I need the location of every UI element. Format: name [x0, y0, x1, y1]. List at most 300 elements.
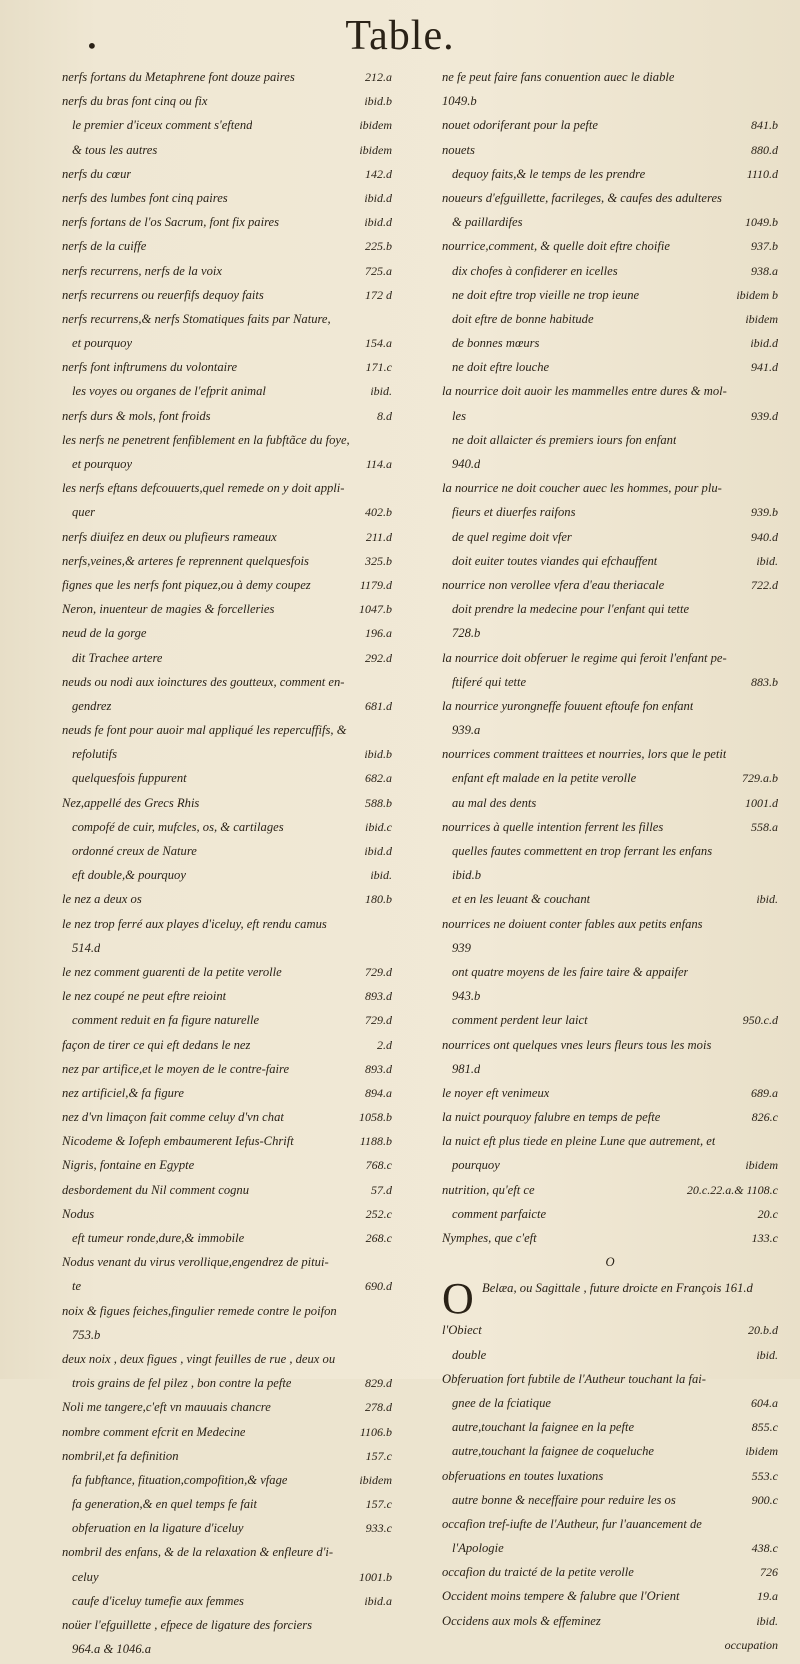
- entry-text: te: [72, 1279, 82, 1294]
- entry-text: eft double,& pourquoy: [72, 868, 186, 883]
- entry-text: le noyer eft venimeux: [442, 1085, 550, 1100]
- index-entry: [442, 165, 778, 189]
- index-entry: [442, 842, 778, 866]
- page-reference: 950.c.d: [742, 1013, 778, 1028]
- entry-text: occafion tref-iufte de l'Autheur, fur l'auancement de: [442, 1516, 702, 1531]
- page-reference: ibid.: [756, 553, 778, 568]
- page-reference: 1110.d: [746, 166, 778, 181]
- index-entry: [442, 189, 778, 213]
- entry-text: nez d'vn limaçon fait comme celuy d'vn chat: [62, 1110, 284, 1125]
- page-reference: 939.d: [751, 408, 778, 423]
- index-entry: [62, 890, 392, 914]
- index-entry: [442, 1253, 778, 1277]
- index-entry: [62, 576, 392, 600]
- entry-text: le nez trop ferré aux playes d'iceluy, eft rendu camus: [62, 916, 327, 931]
- page-reference: ibid.d: [364, 190, 392, 205]
- index-entry: [62, 407, 392, 431]
- index-entry: [442, 1370, 778, 1394]
- entry-text: ont quatre moyens de les faire taire & appaifer: [452, 964, 689, 979]
- page-reference: 8.d: [377, 408, 392, 423]
- index-entry: [442, 1060, 778, 1084]
- index-entry: [442, 116, 778, 140]
- entry-text: doit prendre la medecine pour l'enfant qui tette: [452, 602, 690, 617]
- entry-text: l'Apologie: [452, 1541, 504, 1556]
- index-entry: [442, 1132, 778, 1156]
- index-entry: [442, 503, 778, 527]
- index-entry: [442, 92, 778, 116]
- page-reference: 171.c: [365, 360, 392, 375]
- page-reference: 1106.b: [359, 1424, 392, 1439]
- index-entry: [62, 141, 392, 165]
- index-entry: [442, 1394, 778, 1418]
- page-reference: 154.a: [365, 336, 392, 351]
- index-entry: [62, 1423, 392, 1447]
- entry-text: nourrices comment traittees et nourries, lors que le petit: [442, 747, 727, 762]
- entry-text: nez artificiel,& fa figure: [62, 1085, 184, 1100]
- page-reference: ibid.d: [364, 215, 392, 230]
- entry-text: le nez comment guarenti de la petite verolle: [62, 964, 282, 979]
- index-entry: [442, 407, 778, 431]
- entry-text: dequoy faits,& le temps de les prendre: [452, 166, 646, 181]
- index-column-right: [442, 68, 778, 1654]
- entry-text: 940.d: [452, 457, 481, 471]
- index-entry: [442, 1108, 778, 1132]
- entry-text: deux noix , deux figues , vingt feuilles de rue , deux ou: [62, 1351, 336, 1366]
- page-reference: 588.b: [365, 795, 392, 810]
- entry-text: fieurs et diuerfes raifons: [452, 505, 576, 520]
- index-entry: [62, 1350, 392, 1374]
- page-reference: 2.d: [377, 1037, 392, 1052]
- index-entry: [442, 721, 778, 745]
- index-entry: [62, 455, 392, 479]
- entry-text: autre,touchant la faignee de coqueluche: [452, 1444, 655, 1459]
- index-entry: [62, 600, 392, 624]
- page-reference: 689.a: [751, 1085, 778, 1100]
- page-reference: 883.b: [751, 674, 778, 689]
- page-reference: 402.b: [365, 505, 392, 520]
- entry-text: nerfs recurrens, nerfs de la voix: [62, 263, 222, 278]
- entry-text: double: [452, 1347, 487, 1362]
- page-reference: ibid.d: [364, 844, 392, 858]
- page-reference: ibidem: [359, 1472, 392, 1487]
- page-reference: 558.a: [751, 819, 778, 834]
- index-entry: [62, 1495, 392, 1519]
- entry-text: Neron, inuenteur de magies & forcelleries: [62, 602, 275, 617]
- entry-text: noix & figues feiches,fingulier remede contre le poifon: [62, 1303, 337, 1318]
- entry-text: fa generation,& en quel temps fe fait: [72, 1497, 258, 1512]
- page-reference: 20.c.22.a.& 1108.c: [686, 1182, 778, 1197]
- index-entry: [62, 697, 392, 721]
- index-entry: [442, 1084, 778, 1108]
- entry-text: Nodus: [62, 1206, 95, 1221]
- index-entry: [442, 1491, 778, 1515]
- entry-text: nerfs font inftrumens du volontaire: [62, 360, 238, 375]
- index-entry: [62, 189, 392, 213]
- entry-text: Nigris, fontaine en Egypte: [62, 1158, 195, 1173]
- entry-text: trois grains de fel pilez , bon contre la pefte: [72, 1376, 292, 1391]
- index-entry: [62, 842, 392, 866]
- entry-text: nutrition, qu'eft ce: [442, 1182, 535, 1197]
- index-entry: [442, 213, 778, 237]
- index-entry: [62, 1108, 392, 1132]
- entry-text: nouet odoriferant pour la pefte: [442, 118, 599, 133]
- page-reference: 196.a: [365, 626, 392, 641]
- entry-text: ne fe peut faire fans conuention auec le diable: [442, 70, 675, 84]
- entry-text: 728.b: [452, 626, 481, 641]
- entry-text: et pourquoy: [72, 336, 133, 351]
- entry-text: nerfs des lumbes font cinq paires: [62, 190, 228, 205]
- index-entry: [62, 479, 392, 503]
- index-entry: [442, 1563, 778, 1587]
- index-entry: [442, 915, 778, 939]
- index-entry: [442, 745, 778, 769]
- entry-text: 943.b: [452, 989, 481, 1004]
- entry-text: desbordement du Nil comment cognu: [62, 1182, 250, 1197]
- index-entry: [62, 1036, 392, 1060]
- index-entry: [442, 1418, 778, 1442]
- entry-text: la nourrice doit obferuer le regime qui feroit l'enfant pe-: [442, 650, 727, 665]
- entry-text: 964.a & 1046.a: [72, 1642, 152, 1657]
- page-reference: 252.c: [365, 1206, 392, 1221]
- page-reference: ibidem: [745, 1444, 778, 1459]
- page-reference: 225.b: [365, 239, 392, 254]
- index-entry: [442, 358, 778, 382]
- index-entry: [442, 939, 778, 963]
- index-entry: [62, 116, 392, 140]
- index-entry: [442, 237, 778, 261]
- page-reference: 157.c: [365, 1448, 392, 1463]
- page-reference: 933.c: [365, 1521, 392, 1536]
- entry-text: noüer l'efguillette , efpece de ligature des forciers: [62, 1618, 313, 1632]
- entry-text: compofé de cuir, mufcles, os, & cartilages: [72, 819, 284, 834]
- page-reference: 829.d: [365, 1376, 392, 1391]
- index-entry: [62, 915, 392, 939]
- index-entry: [442, 1636, 778, 1655]
- page-reference: 937.b: [751, 239, 778, 254]
- page-reference: 729.d: [365, 1013, 392, 1028]
- page-reference: 893.d: [365, 989, 392, 1004]
- page-reference: 180.b: [365, 892, 392, 907]
- index-entry: [442, 769, 778, 793]
- entry-text: nourrices ne doiuent conter fables aux petits enfans: [442, 916, 703, 931]
- page-reference: ibidem: [745, 1158, 778, 1173]
- page-reference: 939.b: [751, 505, 778, 520]
- entry-text: la nourrice ne doit coucher auec les hommes, pour plu-: [442, 481, 722, 496]
- entry-text: gnee de la fciatique: [452, 1395, 551, 1410]
- index-entry: [62, 769, 392, 793]
- entry-text: ne doit allaicter és premiers iours fon enfant: [452, 432, 677, 447]
- entry-text: obferuation en la ligature d'iceluy: [72, 1521, 244, 1536]
- page-reference: ibid.b: [364, 94, 392, 109]
- index-entry: [62, 503, 392, 527]
- entry-text: les voyes ou organes de l'efprit animal: [72, 384, 266, 399]
- index-entry: [442, 624, 778, 648]
- page-reference: 726: [760, 1565, 778, 1580]
- index-entry: [442, 600, 778, 624]
- page-reference: 1047.b: [359, 602, 392, 617]
- entry-text: nerfs,veines,& arteres fe reprennent quelquesfois: [62, 553, 309, 568]
- entry-text: Belæa, ou Sagittale , future droicte en François 161.d: [482, 1281, 753, 1296]
- index-entry: [442, 1156, 778, 1180]
- index-entry: [62, 673, 392, 697]
- index-entry: [62, 1326, 392, 1350]
- page-reference: 133.c: [751, 1231, 778, 1245]
- index-entry: [442, 310, 778, 334]
- entry-text: nerfs fortans du Metaphrene font douze paires: [62, 70, 295, 84]
- entry-text: de bonnes mœurs: [452, 336, 540, 351]
- page-reference: ibid.: [370, 868, 392, 883]
- index-entry: [62, 721, 392, 745]
- index-entry: [62, 1084, 392, 1108]
- index-entry: [62, 624, 392, 648]
- entry-text: la nourrice doit auoir les mammelles entre dures & mol-: [442, 384, 727, 399]
- index-entry: [62, 213, 392, 237]
- entry-text: 1049.b: [442, 94, 477, 109]
- index-entry: [442, 1229, 778, 1253]
- entry-text: Occidens aux mols & effeminez: [442, 1613, 601, 1628]
- entry-text: nombril des enfans, & de la relaxation & enfleure d'i-: [62, 1545, 334, 1560]
- entry-text: Nodus venant du virus verollique,engendrez de pitui-: [62, 1255, 329, 1270]
- index-entry: [442, 794, 778, 818]
- entry-text: celuy: [72, 1569, 99, 1584]
- entry-text: nerfs fortans de l'os Sacrum, font fix paires: [62, 215, 280, 230]
- page-header: [0, 10, 800, 58]
- entry-text: nerfs diuifez en deux ou plufieurs rameaux: [62, 529, 277, 544]
- page-reference: ibid.d: [750, 336, 778, 351]
- entry-text: refolutifs: [72, 747, 118, 762]
- page-reference: 725.a: [365, 263, 392, 278]
- entry-text: Nymphes, que c'eft: [442, 1231, 537, 1245]
- entry-text: nouets: [442, 142, 475, 157]
- page-reference: 604.a: [751, 1395, 778, 1410]
- index-entry: [442, 334, 778, 358]
- entry-text: caufe d'iceluy tumefie aux femmes: [72, 1593, 244, 1608]
- entry-text: Noli me tangere,c'eft vn mauuais chancre: [62, 1400, 271, 1415]
- entry-text: noueurs d'efguillette, facrileges, & caufes des adulteres: [442, 190, 722, 205]
- entry-text: de quel regime doit vfer: [452, 529, 572, 544]
- index-entry: [442, 673, 778, 697]
- index-entry: [442, 1467, 778, 1491]
- entry-text: autre,touchant la faignee en la pefte: [452, 1420, 635, 1435]
- index-entry: [62, 528, 392, 552]
- entry-text: nourrices à quelle intention ferrent les filles: [442, 819, 664, 834]
- entry-text: et en les leuant & couchant: [452, 892, 591, 907]
- entry-text: doit euiter toutes viandes qui efchauffent: [452, 553, 658, 568]
- drop-cap-letter: O: [442, 1274, 474, 1324]
- page-reference: 1001.d: [745, 795, 778, 810]
- page-reference: 893.d: [365, 1061, 392, 1076]
- index-entry: [62, 1616, 392, 1640]
- page-reference: occupation: [724, 1637, 778, 1652]
- index-entry: [442, 866, 778, 890]
- index-entry: [62, 382, 392, 406]
- page-reference: ibid.c: [365, 819, 392, 834]
- index-entry: [62, 1132, 392, 1156]
- index-entry: [442, 987, 778, 1011]
- page-reference: 57.d: [371, 1182, 392, 1197]
- index-entry: [442, 890, 778, 914]
- index-entry: [62, 1181, 392, 1205]
- page-reference: ibid.: [756, 1347, 778, 1362]
- index-entry: [442, 1011, 778, 1035]
- entry-text: fignes que les nerfs font piquez,ou à demy coupez: [62, 577, 311, 592]
- entry-text: comment perdent leur laict: [452, 1013, 588, 1028]
- entry-text: Occident moins tempere & falubre que l'Orient: [442, 1589, 680, 1604]
- index-entry: [442, 963, 778, 987]
- index-entry: [62, 1277, 392, 1301]
- entry-text: doit eftre de bonne habitude: [452, 311, 594, 326]
- index-entry: [62, 939, 392, 963]
- entry-text: nourrices ont quelques vnes leurs fleurs tous les mois: [442, 1037, 712, 1052]
- entry-text: 981.d: [452, 1061, 481, 1076]
- page-reference: ibidem: [359, 142, 392, 157]
- entry-text: l'Obiect: [442, 1323, 482, 1338]
- page-reference: 729.d: [365, 964, 392, 979]
- index-entry: [442, 1539, 778, 1563]
- entry-text: nombril,et fa definition: [62, 1448, 179, 1463]
- page-reference: ibid.b: [364, 747, 392, 762]
- page-reference: 826.c: [751, 1110, 778, 1125]
- index-entry: [442, 262, 778, 286]
- page-reference: 855.c: [751, 1420, 778, 1435]
- page-reference: 880.d: [751, 142, 778, 157]
- entry-text: les: [452, 408, 466, 423]
- index-entry: [62, 431, 392, 455]
- index-entry: [62, 794, 392, 818]
- page-reference: 19.a: [757, 1589, 778, 1604]
- page-reference: 690.d: [365, 1279, 392, 1294]
- index-entry: [62, 1447, 392, 1471]
- page-reference: 114.a: [365, 457, 392, 471]
- index-entry: [62, 68, 392, 92]
- page-reference: ibidem b: [736, 287, 778, 302]
- entry-text: dit Trachee artere: [72, 650, 163, 665]
- page-reference: 681.d: [365, 698, 392, 713]
- entry-text: Nez,appellé des Grecs Rhis: [62, 795, 200, 810]
- entry-text: neuds ou nodi aux ioinctures des goutteux, comment en-: [62, 674, 345, 689]
- page-reference: 729.a.b: [742, 771, 778, 786]
- entry-text: 514.d: [72, 940, 101, 955]
- index-entry: [62, 649, 392, 673]
- page-reference: 142.d: [365, 166, 392, 181]
- page-reference: ibid.: [756, 892, 778, 907]
- index-entry: [62, 92, 392, 116]
- page-reference: 278.d: [365, 1400, 392, 1415]
- entry-text: nourrice non verollee vfera d'eau theriacale: [442, 577, 665, 592]
- entry-text: comment parfaicte: [452, 1206, 547, 1221]
- index-entry: [62, 1374, 392, 1398]
- page-reference: 894.a: [365, 1085, 392, 1100]
- entry-text: occafion du traicté de la petite verolle: [442, 1565, 634, 1580]
- page-reference: 212.a: [365, 70, 392, 84]
- page-reference: 841.b: [751, 118, 778, 133]
- index-entry: [442, 528, 778, 552]
- page-reference: 292.d: [365, 650, 392, 665]
- entry-text: obferuations en toutes luxations: [442, 1468, 604, 1483]
- index-entry: [62, 1205, 392, 1229]
- entry-text: neuds fe font pour auoir mal appliqué les repercuffifs, &: [62, 723, 347, 738]
- index-entry: [62, 237, 392, 261]
- index-entry: [62, 552, 392, 576]
- page-reference: 938.a: [751, 263, 778, 278]
- entry-text: ibid.b: [452, 868, 482, 883]
- index-entry: [442, 1442, 778, 1466]
- entry-text: neud de la gorge: [62, 626, 147, 641]
- index-entry: [442, 1515, 778, 1539]
- entry-text: pourquoy: [452, 1158, 500, 1173]
- index-entry: [442, 1587, 778, 1611]
- page-reference: 268.c: [365, 1231, 392, 1245]
- page-reference: 438.c: [751, 1541, 778, 1556]
- entry-text: le nez coupé ne peut eftre reioint: [62, 989, 227, 1004]
- page-reference: 325.b: [365, 553, 392, 568]
- index-entry: [62, 1592, 392, 1616]
- index-entry: [62, 1519, 392, 1543]
- entry-text: nerfs du cœur: [62, 166, 132, 181]
- entry-text: le nez a deux os: [62, 892, 142, 907]
- page-reference: 940.d: [751, 529, 778, 544]
- bullet-mark: •: [86, 34, 98, 58]
- entry-text: 939: [452, 940, 471, 955]
- entry-text: les nerfs eftans defcouuerts,quel remede on y doit appli-: [62, 481, 345, 496]
- entry-text: nerfs recurrens ou reuerfifs dequoy faits: [62, 287, 264, 302]
- index-entry: [62, 358, 392, 382]
- page-reference: ibid.a: [364, 1593, 392, 1608]
- entry-text: nez par artifice,et le moyen de le contre-faire: [62, 1061, 290, 1076]
- entry-text: eft tumeur ronde,dure,& immobile: [72, 1231, 245, 1245]
- entry-text: & paillardifes: [452, 215, 523, 230]
- page-reference: 941.d: [751, 360, 778, 375]
- entry-text: quelquesfois fuppurent: [72, 771, 187, 786]
- page-reference: 1188.b: [359, 1134, 392, 1149]
- page-reference: ibid.: [756, 1613, 778, 1628]
- index-entry: [442, 1346, 778, 1370]
- index-entry: [442, 697, 778, 721]
- index-entry: [62, 262, 392, 286]
- entry-text: Nicodeme & Iofeph embaumerent Iefus-Chrift: [62, 1134, 294, 1149]
- page-reference: ibidem: [359, 118, 392, 133]
- entry-text: quer: [72, 505, 96, 520]
- page-reference: 20.c: [757, 1206, 778, 1221]
- index-entry: [62, 1568, 392, 1592]
- page-reference: 157.c: [365, 1497, 392, 1512]
- entry-text: nerfs du bras font cinq ou fix: [62, 94, 208, 109]
- page-reference: 1049.b: [745, 215, 778, 230]
- page-reference: 1001.b: [359, 1569, 392, 1584]
- index-entry: [62, 1471, 392, 1495]
- index-entry: [62, 165, 392, 189]
- page-reference: 682.a: [365, 771, 392, 786]
- entry-text: la nuict pourquoy falubre en temps de pefte: [442, 1110, 661, 1125]
- index-entry: [62, 1302, 392, 1326]
- page-reference: 722.d: [751, 577, 778, 592]
- entry-text: nombre comment efcrit en Medecine: [62, 1424, 246, 1439]
- index-entry: [62, 1229, 392, 1253]
- entry-text: la nuict eft plus tiede en pleine Lune que autrement, et: [442, 1134, 716, 1149]
- entry-text: comment reduit en fa figure naturelle: [72, 1013, 260, 1028]
- index-entry: [62, 987, 392, 1011]
- page-reference: 172 d: [365, 287, 392, 302]
- entry-text: quelles fautes commettent en trop ferrant les enfans: [452, 844, 713, 858]
- index-entry: [442, 455, 778, 479]
- index-entry: [442, 1036, 778, 1060]
- index-column-left: [62, 68, 392, 1664]
- index-entry: [442, 286, 778, 310]
- entry-text: au mal des dents: [452, 795, 537, 810]
- entry-text: nerfs de la cuiffe: [62, 239, 147, 254]
- index-entry: [62, 963, 392, 987]
- entry-text: fa fubftance, fituation,compofition,& vfage: [72, 1472, 288, 1487]
